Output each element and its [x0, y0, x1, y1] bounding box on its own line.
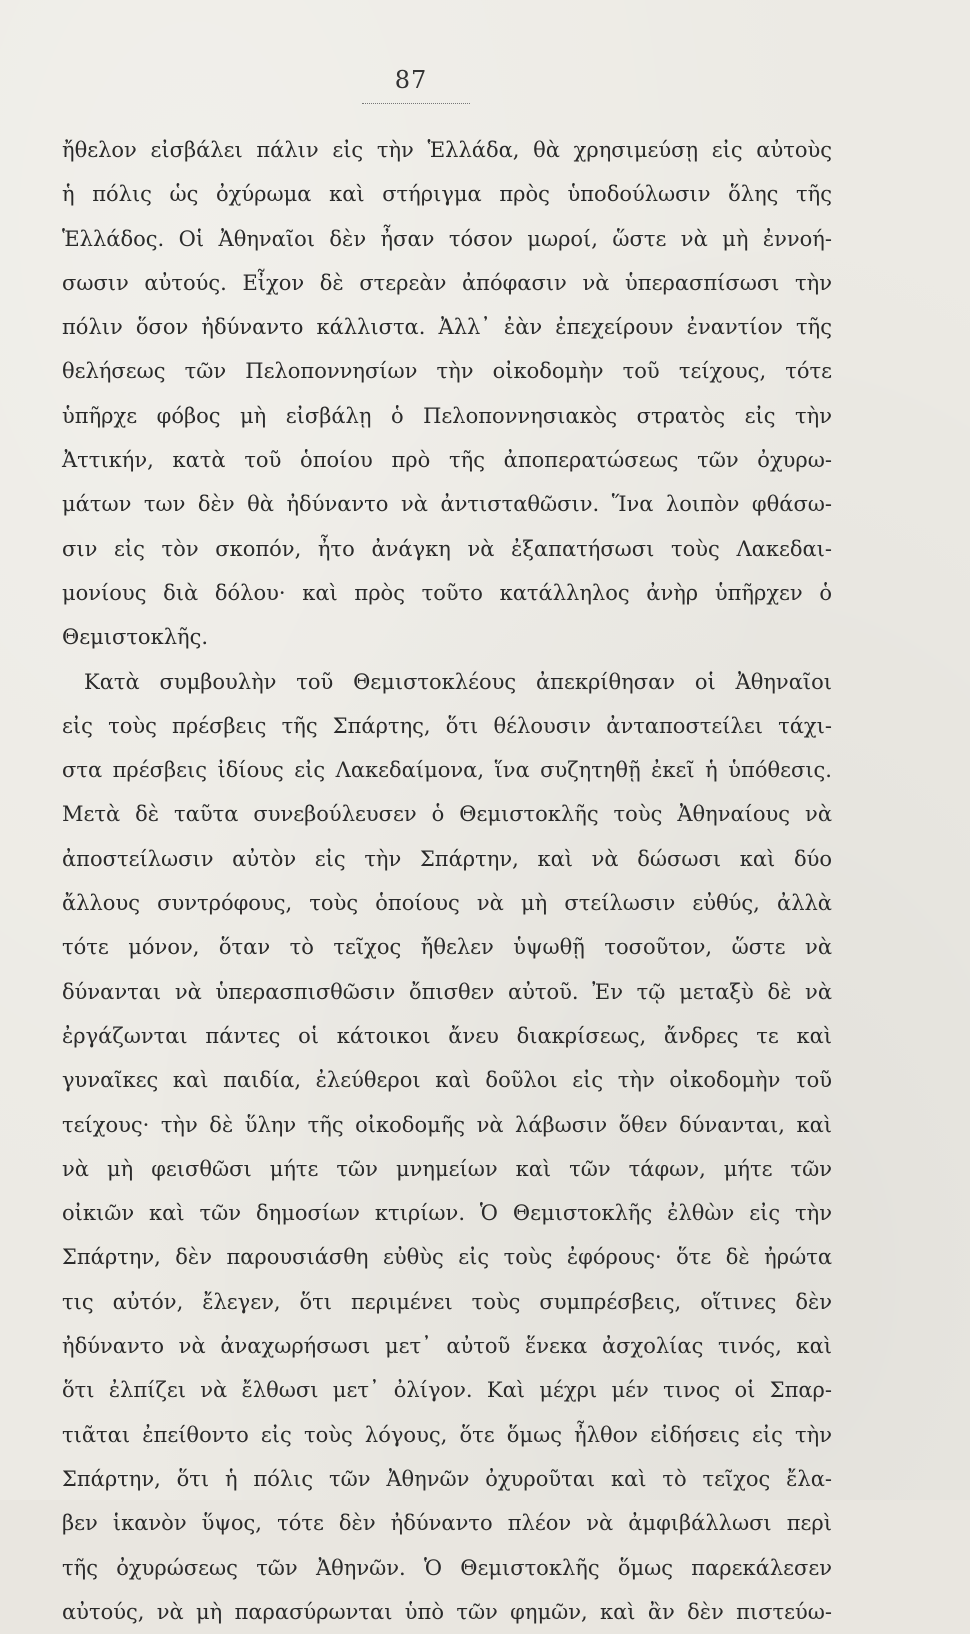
- text-line: μάτων των δὲν θὰ ἠδύναντο νὰ ἀντισταθῶσιν. Ἵνα λοιπὸν φθάσω-: [62, 492, 832, 517]
- text-line: σωσιν αὐτούς. Εἶχον δὲ στερεὰν ἀπόφασιν νὰ ὑπερασπίσωσι τὴν: [62, 270, 832, 295]
- text-line: Ἑλλάδος. Οἱ Ἀθηναῖοι δὲν ἦσαν τόσον μωροί, ὥστε νὰ μὴ ἐννοή-: [62, 226, 832, 251]
- text-line: Σπάρτην, ὅτι ἡ πόλις τῶν Ἀθηνῶν ὀχυροῦται καὶ τὸ τεῖχος ἔλα-: [62, 1466, 832, 1491]
- page-number: 87: [394, 66, 428, 94]
- text-line: βεν ἱκανὸν ὕψος, τότε δὲν ἠδύναντο πλέον νὰ ἀμφιβάλλωσι περὶ: [62, 1511, 832, 1536]
- header-rule: [362, 103, 470, 104]
- text-line: ἄλλους συντρόφους, τοὺς ὁποίους νὰ μὴ στείλωσιν εὐθύς, ἀλλὰ: [62, 891, 832, 916]
- text-line: Κατὰ συμβουλὴν τοῦ Θεμιστοκλέους ἀπεκρίθησαν οἱ Ἀθηναῖοι: [84, 669, 832, 694]
- text-line: σιν εἰς τὸν σκοπόν, ἦτο ἀνάγκη νὰ ἐξαπατήσωσι τοὺς Λακεδαι-: [62, 536, 832, 561]
- body-text: [62, 128, 832, 1634]
- text-line: ἡ πόλις ὡς ὀχύρωμα καὶ στήριγμα πρὸς ὑποδούλωσιν ὅλης τῆς: [62, 182, 832, 207]
- text-line: γυναῖκες καὶ παιδία, ἐλεύθεροι καὶ δοῦλοι εἰς τὴν οἰκοδομὴν τοῦ: [62, 1068, 832, 1093]
- text-line: μονίους διὰ δόλου· καὶ πρὸς τοῦτο κατάλληλος ἀνὴρ ὑπῆρχεν ὁ: [62, 580, 832, 605]
- text-line: εἰς τοὺς πρέσβεις τῆς Σπάρτης, ὅτι θέλουσιν ἀνταποστείλει τάχι-: [62, 713, 832, 738]
- text-line: Μετὰ δὲ ταῦτα συνεβούλευσεν ὁ Θεμιστοκλῆς τοὺς Ἀθηναίους νὰ: [62, 802, 832, 827]
- text-line: πόλιν ὅσον ἠδύναντο κάλλιστα. Ἀλλ᾽ ἐὰν ἐπεχείρουν ἐναντίον τῆς: [62, 315, 832, 340]
- text-line: ὅτι ἐλπίζει νὰ ἔλθωσι μετ᾽ ὀλίγον. Καὶ μέχρι μέν τινος οἱ Σπαρ-: [62, 1378, 832, 1403]
- text-line: Σπάρτην, δὲν παρουσιάσθη εὐθὺς εἰς τοὺς ἐφόρους· ὅτε δὲ ἠρώτα: [62, 1245, 832, 1270]
- text-line: ὑπῆρχε φόβος μὴ εἰσβάλῃ ὁ Πελοποννησιακὸς στρατὸς εἰς τὴν: [62, 403, 832, 428]
- text-line: ἐργάζωνται πάντες οἱ κάτοικοι ἄνευ διακρίσεως, ἄνδρες τε καὶ: [62, 1023, 832, 1048]
- text-line: Ἀττικήν, κατὰ τοῦ ὁποίου πρὸ τῆς ἀποπερατώσεως τῶν ὀχυρω-: [62, 448, 832, 473]
- text-line: ἀποστείλωσιν αὐτὸν εἰς τὴν Σπάρτην, καὶ νὰ δώσωσι καὶ δύο: [62, 846, 832, 871]
- text-line: τις αὐτόν, ἔλεγεν, ὅτι περιμένει τοὺς συμπρέσβεις, οἵτινες δὲν: [62, 1289, 832, 1314]
- text-line: τῆς ὀχυρώσεως τῶν Ἀθηνῶν. Ὁ Θεμιστοκλῆς ὅμως παρεκάλεσεν: [62, 1555, 832, 1580]
- text-line: τιᾶται ἐπείθοντο εἰς τοὺς λόγους, ὅτε ὅμως ἦλθον εἰδήσεις εἰς τὴν: [62, 1422, 832, 1447]
- text-line: δύνανται νὰ ὑπερασπισθῶσιν ὄπισθεν αὐτοῦ. Ἐν τῷ μεταξὺ δὲ νὰ: [62, 979, 832, 1004]
- text-line: στα πρέσβεις ἰδίους εἰς Λακεδαίμονα, ἵνα συζητηθῇ ἐκεῖ ἡ ὑπόθεσις.: [62, 758, 832, 783]
- text-line: ἠδύναντο νὰ ἀναχωρήσωσι μετ᾽ αὐτοῦ ἕνεκα ἀσχολίας τινός, καὶ: [62, 1334, 832, 1359]
- text-line: θελήσεως τῶν Πελοποννησίων τὴν οἰκοδομὴν τοῦ τείχους, τότε: [62, 359, 832, 384]
- text-line: τότε μόνον, ὅταν τὸ τεῖχος ἤθελεν ὑψωθῇ τοσοῦτον, ὥστε νὰ: [62, 935, 832, 960]
- text-line: Θεμιστοκλῆς.: [62, 625, 209, 650]
- text-line: οἰκιῶν καὶ τῶν δημοσίων κτιρίων. Ὁ Θεμιστοκλῆς ἐλθὼν εἰς τὴν: [62, 1201, 832, 1226]
- text-line: τείχους· τὴν δὲ ὕλην τῆς οἰκοδομῆς νὰ λάβωσιν ὅθεν δύνανται, καὶ: [62, 1112, 832, 1137]
- text-line: αὐτούς, νὰ μὴ παρασύρωνται ὑπὸ τῶν φημῶν, καὶ ἂν δὲν πιστεύω-: [62, 1599, 832, 1624]
- text-line: νὰ μὴ φεισθῶσι μήτε τῶν μνημείων καὶ τῶν τάφων, μήτε τῶν: [62, 1156, 832, 1181]
- text-line: ἤθελον εἰσβάλει πάλιν εἰς τὴν Ἑλλάδα, θὰ χρησιμεύσῃ εἰς αὐτοὺς: [62, 138, 832, 162]
